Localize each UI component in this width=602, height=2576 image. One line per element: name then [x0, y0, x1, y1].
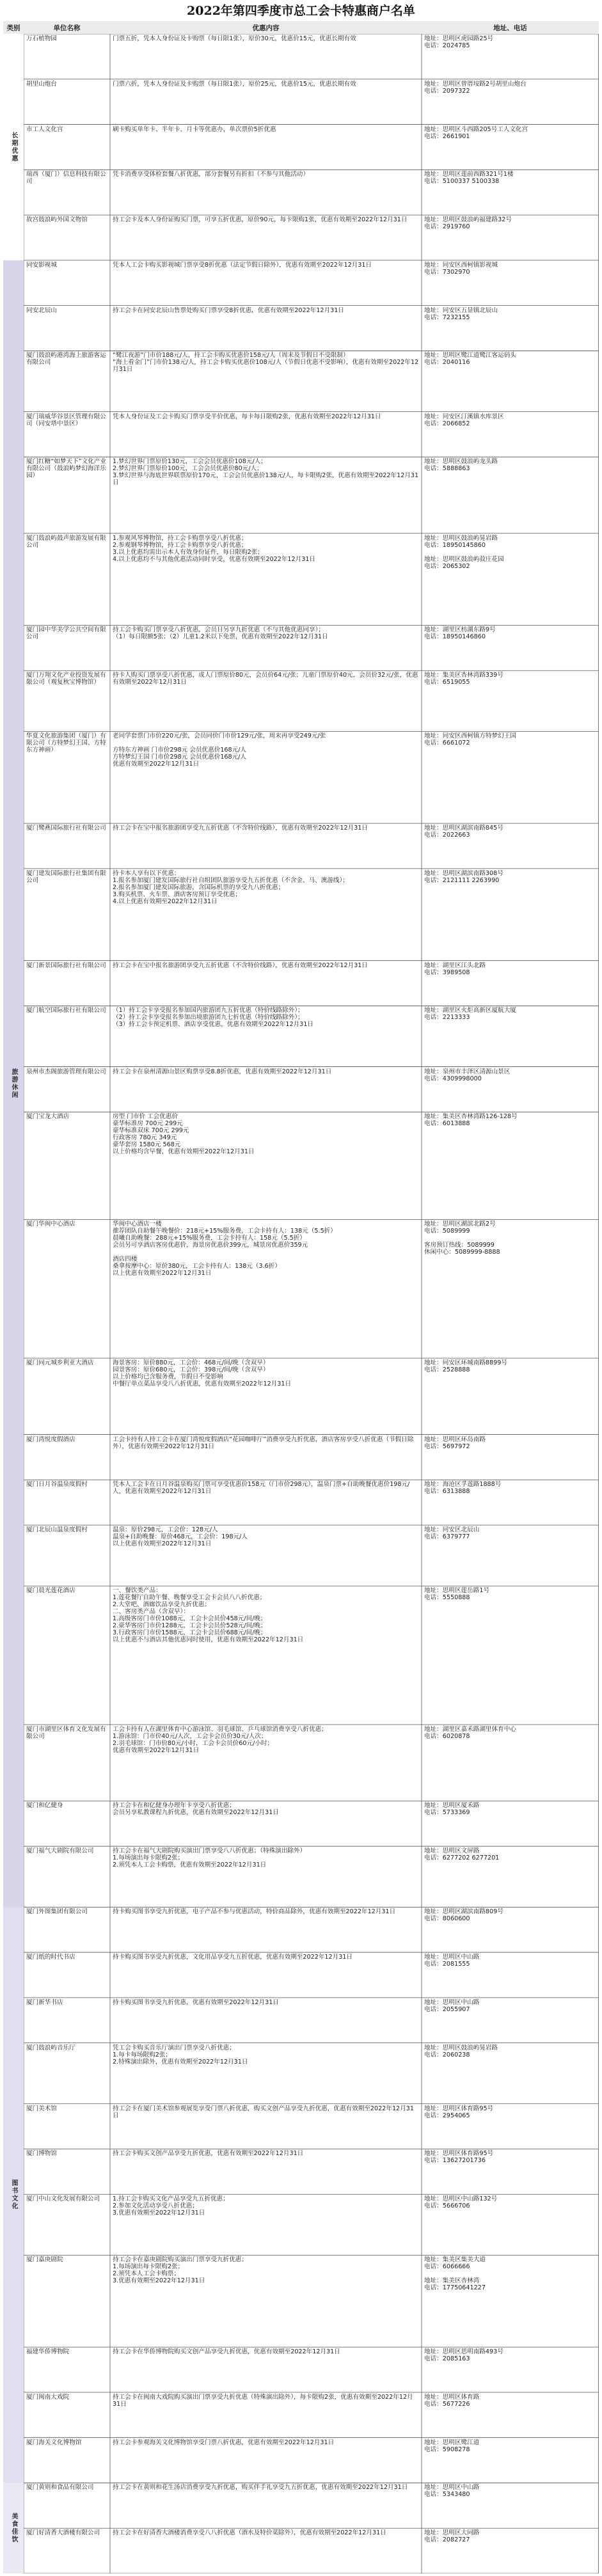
- offer-text: 持工会卡及本人身份证购买门票，可享五折优惠，原价90元，每卡限购1张，优惠有效期至2022年12月31日: [113, 216, 408, 224]
- offer-text: 持工会卡在和亿健身办理年卡享受八折优惠； 会员另享私教课程九折优惠，优惠有效期至2022年12月31日: [113, 1802, 279, 1817]
- category-label: 图书文化: [10, 2179, 17, 2211]
- contact-info: 地址：思明区鹭江道 电话：5908278: [424, 2438, 480, 2453]
- page-title: 2022年第四季度市总工会卡特惠商户名单: [187, 4, 415, 18]
- offer-text: 门票六折，凭本人身份证及卡购票（每日限1张），原价25元，优惠价15元，优惠长期有效: [113, 80, 356, 88]
- unit-name: 厦门建发国际旅行社集团有限公司: [26, 869, 106, 884]
- contact-info: 地址：思明区中山路132号 电话：5666706: [424, 2195, 498, 2210]
- contact-info: 地址：思明区湖滨南路308号 电话：2121111 2263990: [424, 869, 503, 884]
- unit-name: 厦门红糖“如梦天下”文化产业有限公司（鼓浪屿梦幻海洋乐园）: [26, 458, 107, 480]
- category-food-drink: [3, 2483, 24, 2573]
- offer-text: 凭工会卡购买音乐厅演出门票享受八折优惠； 1.每卡每场限购2张； 2.特殊演出除外，优惠有效期至2022年12月31日: [113, 2044, 248, 2066]
- unit-name: 厦门北辰山温泉度假村: [26, 1526, 88, 1534]
- category-label: 美食佳饮: [10, 2513, 17, 2544]
- contact-info: 地址：思明区厦禾路 电话：5733369: [424, 1802, 480, 1817]
- contact-info: 地址：思明区鼓浪屿晃岩路 电话：18950145860 地址：思明区鼓浪屿菽庄花园 电话：2065302: [424, 534, 504, 570]
- contact-info: 地址：海沧区孚莲路1888号 电话：6313888: [424, 1481, 502, 1496]
- offer-text: “鹭江夜游”门市价188元/人，持工会卡购买优惠价158元/人（周末及节假日不受限制） “海上看金门”门市价138元/人，持工会卡购买优惠价108元/人（节假日优惠不受影响），优惠有效期至2022年12月31日: [113, 352, 419, 374]
- offer-text: 持工会卡在宝中报名旅游团享受九五折优惠（不含特价线路），优惠有效期至2022年12月31日: [113, 825, 368, 832]
- unit-name: 厦门鼓浪屿港湾海上旅游客运有限公司: [26, 352, 106, 367]
- unit-name: 厦门园中华美学公共空间有限公司: [26, 626, 106, 641]
- offer-text: 1.持工会卡购买文化产品享受九五折优惠； 2.参加文化活动享受八折优惠； 3.优惠有效期至2022年12月31日: [113, 2195, 229, 2217]
- unit-name: 厦门闽南大戏院: [26, 2393, 70, 2401]
- unit-name: 厦门美术馆: [26, 2105, 57, 2112]
- contact-info: 地址：同安区五显镇北辰山 电话：7232155: [424, 306, 498, 321]
- unit-name: 厦门好清香大酒楼有限公司: [26, 2529, 100, 2537]
- offer-text: 温泉：原价298元，工会价：128元/人 温泉+自助晚餐：原价468元，工会价：198元/人 以上优惠有效期至2022年12月31日: [113, 1526, 248, 1548]
- contact-info: 地址：思明区莲前西路321号1楼 电话：5100337 5100338: [424, 171, 514, 186]
- unit-name: 万石植物园: [26, 35, 57, 42]
- offer-text: 工会卡持有人在湖里体育中心游泳馆、羽毛球馆、乒乓球馆消费享受八折优惠； 1.游泳馆：门市价40元/人次，工会卡会员价30元/人次； 2.羽毛球馆：门市价80元/小时，工会卡会员价60元/小时； 优惠有效期至2022年12月31日: [113, 1725, 328, 1754]
- contact-info: 地址：思明区中山路 电话：2081555: [424, 1954, 480, 1968]
- contact-info: 地址：泉州市丰泽区清源山景区 电话：4309998000: [424, 1068, 511, 1082]
- offer-text: 持卡人购买门票享受八折优惠，成人门票原价80元，会员价64元/张；儿童门票原价40元，会员价32元/张，优惠有效期至2022年12月31日: [113, 672, 418, 686]
- contact-info: 地址：思明区鼓浪屿龙头路 电话：5888863: [424, 458, 498, 473]
- offer-text: 门票五折，凭本人身份证及卡购票（每日限1张），原价30元，优惠价15元，优惠长期有效: [113, 35, 356, 42]
- contact-info: 地址：思明区曾厝垵路2号胡里山炮台 电话：2097322: [424, 80, 527, 95]
- unit-name: 厦门航空国际旅行社有限公司: [26, 1007, 106, 1015]
- contact-info: 地址：思明区文屏路 电话：6277202 6277201: [424, 1847, 500, 1862]
- offer-text: 持工会卡在华侨博物院购买文创产品享受九折优惠，优惠有效期至2022年12月31日: [113, 2348, 340, 2356]
- unit-name: 厦门万翔文化产业投资发展有限公司（观复秋宝博物馆）: [26, 672, 106, 686]
- offer-text: 持工会卡在嘉庚剧院购买演出门票享受九折优惠； 1.每场演出每卡限购2张； 2.须凭本人工会卡购票； 3.优惠有效期至2022年12月31日: [113, 2256, 248, 2285]
- unit-name: 故宫鼓浪屿外国文物馆: [26, 216, 88, 224]
- unit-name: 瑞西（厦门）信息科技有限公司: [26, 171, 106, 186]
- unit-name: 同安北辰山: [26, 306, 57, 314]
- contact-info: 地址：思明区虎园路25号 电话：2024785: [424, 35, 494, 49]
- contact-info: 地址：思明区鼓浪屿福建路32号 电话：2919760: [424, 216, 512, 231]
- contact-info: 地址：同安区北辰山 电话：6379777: [424, 1526, 480, 1541]
- unit-name: 厦门福气大剧院有限公司: [26, 1847, 94, 1855]
- unit-name: 福建华侨博物院: [26, 2348, 70, 2356]
- contact-info: 地址：同安区环城南路8899号 电话：2528888: [424, 1359, 507, 1374]
- unit-name: 厦门黄则和食品有限公司: [26, 2484, 94, 2492]
- offer-text: 持工会卡在好清香大酒楼消费享受八八折优惠（酒水及特价菜除外），优惠有效期至2022年12月31日: [113, 2529, 386, 2537]
- unit-name: 厦门嘉庚剧院: [26, 2256, 63, 2264]
- contact-info: 地址：思明区鼓浪屿晃岩路 电话：2060238: [424, 2044, 498, 2058]
- contact-info: 地址：湖里区嘉禾路湖里体育中心 电话：6020878: [424, 1725, 516, 1740]
- unit-name: 厦门晨光莲花酒店: [26, 1587, 75, 1595]
- offer-text: 一、餐饮类产品： 1.莲花餐厅自助午餐、晚餐享受工会卡会员八八折优惠； 2.大堂吧、酒廊饮品享受九折优惠； 二、客房类产品（含双早）： 1.高级客房门市价1088元，工会卡会员价458元/间/晚； 2.豪华客房门市价1288元，工会卡会员价528元/间/晚； 3.行政客房门市价1588元，工会卡会员价688元/间/晚； 以上优惠不与酒店其他优惠同时使用，优惠有效期至2022年12月31日: [113, 1587, 304, 1644]
- category-books-culture: [3, 1907, 24, 2483]
- offer-text: 海景客房：原价880元，工会价：468元/间/晚（含双早） 园景客房：原价680元，工会价：398元/间/晚（含双早） 以上价格均已含服务费，节假日不受影响 中餐厅单点菜品享受八八折优惠，优惠有效期至2022年12月31日: [113, 1359, 292, 1388]
- unit-name: 厦门中山文化发展有限公司: [26, 2195, 100, 2203]
- contact-info: 地址：集美区杏林湾路126-128号 电话：6013888: [424, 1113, 518, 1128]
- unit-name: 厦门海关文化博物馆: [26, 2438, 82, 2446]
- category-tourism-leisure: [3, 260, 24, 1907]
- unit-name: 厦门华闽中心酒店: [26, 1221, 75, 1228]
- offer-text: 持卡购买图书享受九折优惠，电子产品不参与优惠活动，特价商品除外，优惠有效期至2022年12月31日: [113, 1908, 396, 1916]
- offer-text: 凭卡消费享受体检套餐八折优惠，部分套餐另有折扣（不参与其他活动）: [113, 171, 309, 178]
- unit-name: 同安影视城: [26, 261, 57, 269]
- offer-text: 持工会卡购买门票享受八折优惠，会员日另享九折优惠（不与其他优惠同享）； （1）每日限额5张；（2）儿童1.2米以下免票，优惠有效期至2022年12月31日: [113, 626, 328, 641]
- unit-name: 厦门鹭燕国际旅行社有限公司: [26, 825, 106, 832]
- unit-name: 厦门新景国际旅行社有限公司: [26, 961, 106, 969]
- offer-text: 持卡购买图书享受九折优惠，优惠有效期至2022年12月31日: [113, 1998, 279, 2006]
- header-unit: 单位名称: [24, 21, 110, 34]
- unit-name: 厦门同元城乡利亚大酒店: [26, 1359, 94, 1367]
- contact-info: 地址：思明区体育路95号 电话：2954065: [424, 2105, 494, 2119]
- category-label: 长期优惠: [10, 131, 17, 162]
- contact-info: 地址：同安区西柯镇方特梦幻王国 电话：6661072: [424, 732, 516, 747]
- contact-info: 地址：思明区莲岳路1号 电话：5550888: [424, 1587, 490, 1602]
- offer-text: 刷卡购买单年卡、半年卡、月卡等优惠办，单次票价5折优惠: [113, 125, 276, 133]
- offer-text: 持工会卡在同安北辰山售票处购买门票享受8折优惠，优惠有效期至2022年12月31日: [113, 306, 344, 314]
- offer-text: 持工会卡购买文创产品享受九折优惠，优惠有效期至2022年12月31日: [113, 2150, 304, 2158]
- contact-info: 地址：湖里区枋湖东路9号 电话：18950146860: [424, 626, 496, 641]
- offer-text: 房型 门市价 工会优惠价 豪华标准房 700元 299元 豪华标准双床 700元 299元 行政客房 780元 349元 豪华套房 1580元 568元 以上价格均含早餐，优惠有效期至2022年12月31日: [113, 1113, 255, 1156]
- unit-name: 华夏文化旅游集团（厦门）有限公司（方特梦幻王国、方特东方神画）: [26, 732, 106, 754]
- unit-name: 厦门湾悦度假酒店: [26, 1435, 75, 1443]
- contact-info: 地址：思明区湖滨南路845号 电话：2022663: [424, 825, 503, 839]
- offer-text: 持卡购买图书享受九折优惠，文化用品享受九五折优惠，优惠有效期至2022年12月31日: [113, 1954, 353, 1961]
- unit-name: 厦门鼓浪屿鼓声旅游发展有限公司: [26, 534, 106, 549]
- offer-text: 凭本人工会卡购买影视城门票享受8折优惠（法定节假日除外），优惠有效期至2022年12月31日: [113, 261, 372, 269]
- unit-name: 市工人文化宫: [26, 125, 63, 133]
- unit-name: 泉州市杰阁旅游管理有限公司: [26, 1068, 106, 1075]
- offer-text: 持工会卡在厦门美术馆参观展览享受门票八折优惠，购买文创产品享受九折优惠，优惠有效期至2022年12月31日: [113, 2105, 414, 2119]
- offer-text: 老同学套票门市价220元/张，会员同价门市价129元/张，周末再享受249元/张 方特东方神画 门市价298元 会员优惠价168元/人 方特梦幻王国 门市价298元 会员优惠价168元/人 优惠有效期至2022年12月31日: [113, 732, 326, 768]
- offer-text: 凭本人身份证及工会卡购买门票享受半价优惠，每卡每日限购2张，优惠有效期至2022年12月31日: [113, 413, 381, 420]
- contact-info: 地址：集美区杏林湾路339号 电话：6519055: [424, 672, 503, 686]
- offer-text: 持工会卡在福气大剧院购买演出门票享受八八折优惠；（特殊演出除外） 1.每场演出每卡限购2张； 2.须凭本人工会卡购票，优惠有效期至2022年12月31日: [113, 1847, 306, 1869]
- header-contact: 地址、电话: [422, 21, 599, 34]
- contact-info: 地址：思明区体育路 电话：5677226: [424, 2393, 480, 2408]
- contact-info: 地址：湖里区火炬高新区厦航大厦 电话：2213333: [424, 1007, 516, 1022]
- offer-text: 凭本人工会卡在日月谷温泉购买门票可享受优惠价158元（门市价298元），温泉门票+自助晚餐优惠价198元/人，优惠有效期至2022年12月31日: [113, 1481, 410, 1496]
- offer-text: 持工会卡在宝中报名旅游团享受九五折优惠（不含特价线路），优惠有效期至2022年12月31日: [113, 961, 368, 969]
- offer-text: 持卡本人享有以下优惠： 1.报名参加厦门建发国际旅行社自组团队旅游享受九五折优惠（不含金、马、澳游线）； 2.报名参加厦门建发国际旅游，含国际机票的享受九八折优惠； 3.购买机票、火车票、酒店客房预订享受优惠； 4.以上优惠有效期至2022年12月31日: [113, 869, 349, 905]
- contact-info: 地址：思明区鹭江道鹭江客运码头 电话：2040116: [424, 352, 516, 367]
- contact-info: 地址：思明区环岛南路 电话：5697972: [424, 1435, 486, 1450]
- contact-info: 地址：思明区斗西路205号工人文化宫 电话：2661901: [424, 125, 528, 140]
- contact-info: 地址：湖里区江头北路 电话：3989508: [424, 961, 486, 976]
- contact-info: 地址：思明区中山路 电话：5343480: [424, 2484, 480, 2499]
- unit-name: 厦门市湖里区体育文化发展有限公司: [26, 1725, 106, 1740]
- offer-text: 1.梦幻世界门票原价130元，工会会员优惠价108元/人； 2.梦幻世界门票原价100元，工会会员优惠价80元/人； 3.梦幻世界与海底世界联票原价170元，工会会员优惠价138元/人，每卡限购2张，优惠有效期至2022年12月31日: [113, 458, 419, 487]
- contact-info: 地址：思明区中山路 电话：2055907: [424, 1998, 480, 2013]
- unit-name: 胡里山炮台: [26, 80, 57, 88]
- unit-name: 厦门博物馆: [26, 2150, 57, 2158]
- merchant-table: [3, 21, 599, 2573]
- header-offer: 优惠内容: [110, 21, 422, 34]
- offer-text: 工会卡持有人持工会卡在厦门湾悦度假酒店“花园咖啡厅”消费享受九折优惠，酒店客房享受八折优惠（节假日除外），优惠有效期至2022年12月31日: [113, 1435, 414, 1450]
- unit-name: 厦门瑞威华谷景区管理有限公司（同安塔中景区）: [26, 413, 106, 427]
- offer-text: 持工会卡参观海关文化博物馆享受门票八折优惠，优惠有效期至2022年12月31日: [113, 2438, 335, 2446]
- offer-text: （1）持工会卡享受报名参加国内旅游团九五折优惠（特价线路除外）； （2）持工会卡享受报名参加出境旅游团九七折优惠（特价线路除外）； （3）持工会卡预定机票、酒店享受优惠，优惠有效期至2022年12月31日: [113, 1007, 313, 1029]
- contact-info: 地址：同安区西柯镇影视城 电话：7302970: [424, 261, 498, 276]
- unit-name: 厦门和亿健身: [26, 1802, 63, 1810]
- unit-name: 厦门纸的时代书店: [26, 1954, 75, 1961]
- unit-name: 厦门外图集团有限公司: [26, 1908, 88, 1916]
- unit-name: 厦门鼓浪屿音乐厅: [26, 2044, 75, 2051]
- contact-info: 地址：思明区思明南路493号 电话：2085163: [424, 2348, 503, 2363]
- contact-info: 地址：思明区大同路 电话：2082727: [424, 2529, 480, 2544]
- header-category: 类别: [3, 21, 24, 34]
- offer-text: 持工会卡在闽南大戏院购买演出门票享受九折优惠（特殊演出除外），每卡限购2张，优惠有效期至2022年12月31日: [113, 2393, 413, 2408]
- contact-info: 地址：思明区体育路95号 电话：13627201736: [424, 2150, 494, 2165]
- contact-info: 地址：同安区汀溪镇水库景区 电话：2066852: [424, 413, 504, 427]
- contact-info: 地址：思明区湖滨北路2号 电话：5089999 客房预订热线：5089999 休闲中心：5089999-8888: [424, 1221, 500, 1256]
- offer-text: 华闽中心酒店一楼 推荐团队自助餐午晚餐价：218元+15%服务费，工会卡持有人：138元（5.5折） 晨曦自助晚餐：288元+15%服务费，工会卡持有人：158元（5.5折） 会员另可享酒店客房优惠价，海景房优惠价399元，城景房优惠价359元 酒店四楼 桑拿按摩中心：原价380元，工会卡持有人：138元（3.6折） 以上优惠有效期至2022年12月31日: [113, 1221, 337, 1277]
- category-long-term: [3, 34, 24, 260]
- unit-name: 厦门新华书店: [26, 1998, 63, 2006]
- offer-text: 持工会卡在黄则和花生汤店消费享受九折优惠，购买伴手礼享受九五折优惠，优惠有效期至2022年12月31日: [113, 2484, 408, 2492]
- contact-info: 地址：集美区集美大道 电话：6066666 地址：集美区杏林湾 电话：17750641227: [424, 2256, 486, 2292]
- contact-info: 地址：思明区湖滨南路809号 电话：8060600: [424, 1908, 503, 1923]
- category-label: 旅游休闲: [10, 1068, 17, 1100]
- unit-name: 厦门日月谷温泉度假村: [26, 1481, 88, 1489]
- offer-text: 持工会卡在泉州清源山景区购票享受8.8折优惠，优惠有效期至2022年12月31日: [113, 1068, 332, 1075]
- offer-text: 1.参观风琴博物馆，持工会卡购票享受八折优惠； 2.参观钢琴博物馆，持工会卡购票享受八折优惠； 3.以上优惠均需出示本人有效身份证件，每日限购2张； 4.以上优惠均不与其他优惠活动同时享受，优惠有效期至2022年12月31日: [113, 534, 316, 563]
- unit-name: 厦门宝龙大酒店: [26, 1113, 70, 1121]
